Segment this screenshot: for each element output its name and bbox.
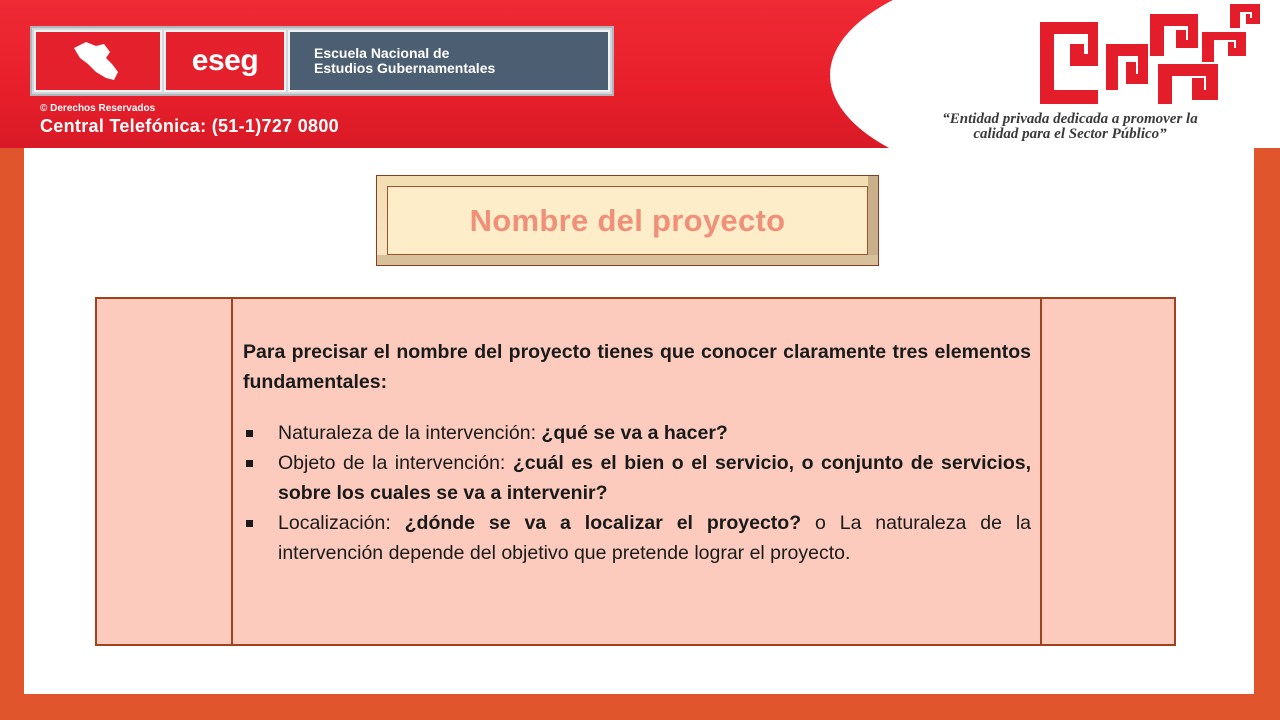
peru-map-icon [34, 30, 162, 92]
intro-paragraph: Para precisar el nombre del proyecto tienes que conocer claramente tres elementos fundamentales: [243, 341, 1031, 393]
table-column-divider-right [1040, 299, 1042, 644]
content-body [243, 337, 1031, 568]
square-bullet-icon [246, 460, 253, 467]
element-list [243, 418, 1031, 568]
item-label: Objeto de la intervención: [278, 452, 513, 474]
school-name [288, 30, 610, 92]
school-name-line1: Escuela Nacional de [314, 45, 450, 61]
list-item [243, 508, 1031, 568]
plaque-bevel-bottom [377, 255, 878, 265]
item-emphasis: ¿cuál es el bien o el servicio, o conjunto de servicios, sobre los cuales se va a intervenir? [278, 452, 1031, 504]
title-plaque [376, 175, 879, 266]
logo-brand-text: eseg [164, 30, 286, 92]
plaque-face [387, 186, 868, 255]
header-banner [0, 0, 1280, 148]
square-bullet-icon [246, 520, 253, 527]
square-bullet-icon [246, 430, 253, 437]
page-title: Nombre del proyecto [469, 202, 786, 238]
school-name-line2: Estudios Gubernamentales [314, 60, 496, 76]
tagline [880, 112, 1260, 142]
item-tail: o La naturaleza de la intervención depende del objetivo que pretende lograr el proyecto. [278, 512, 1032, 564]
list-item [243, 418, 1031, 448]
item-label: Naturaleza de la intervención: [278, 422, 542, 444]
item-emphasis: ¿dónde se va a localizar el proyecto? [404, 512, 802, 534]
tagline-line1: “Entidad privada dedicada a promover la [942, 111, 1198, 127]
rights-text: © Derechos Reservados [40, 103, 156, 114]
greca-emblem-icon [1040, 4, 1265, 104]
item-label: Localización: [278, 512, 405, 534]
item-emphasis: ¿qué se va a hacer? [541, 422, 728, 444]
tagline-line2: calidad para el Sector Público” [973, 126, 1167, 142]
phone-text: Central Telefónica: (51-1)727 0800 [40, 116, 339, 136]
eseg-logo [30, 26, 614, 96]
list-item [243, 448, 1031, 508]
plaque-bevel-right [868, 176, 878, 265]
content-table [95, 297, 1176, 646]
table-column-divider-left [231, 299, 233, 644]
